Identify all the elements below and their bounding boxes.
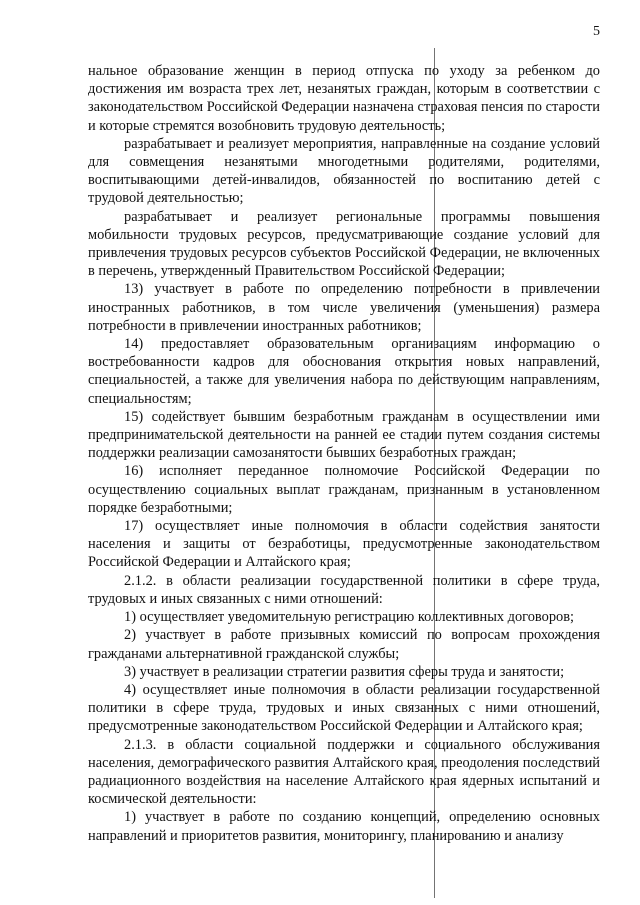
paragraph-item-13: 13) участвует в работе по определению потребности в привлечении иностранных работников, в том числе увеличения (уменьшения) размера потребности в привлечении иностранных работников; [88,281,600,334]
paragraph-2-1-2-item-4: 4) осуществляет иные полномочия в области реализации государственной политики в сфере труда, трудовых и иных связанных с ними отношений, предусмотренные законодательством Российской Федерации и Алтайского края; [88,681,600,735]
document-body [88,62,600,845]
paragraph-mothers-employment: разрабатывает и реализует мероприятия, направленные на создание условий для совмещения незанятыми многодетными родителями, родителями, воспитывающими детей-инвалидов, обязанностей по воспитанию детей с трудовой деятельностью; [88,135,600,207]
paragraph-2-1-3-item-1: 1) участвует в работе по созданию концепций, определению основных направлений и приоритетов развития, мониторингу, планированию и анализу [88,809,600,844]
paragraph-item-16: 16) исполняет переданное полномочие Российской Федерации по осуществлению социальных выплат гражданам, признанным в установленном порядке безработными; [88,463,600,516]
paragraph-2-1-2-item-1: 1) осуществляет уведомительную регистрацию коллективных договоров; [124,609,575,626]
paragraph-mobility-programs: разрабатывает и реализует региональные программы повышения мобильности трудовых ресурсов, предусматривающие создание условий для привлечения трудовых ресурсов субъектов Российской Федерации, не включенных в перечень, утвержденный Правительством Российской Федерации; [88,208,600,280]
paragraph-continuation: нальное образование женщин в период отпуска по уходу за ребенком до достижения им возраста трех лет, незанятых граждан, которым в соответствии с законодательством Российской Федерации назначена страховая пенсия по старости и которые стремятся возобновить трудовую деятельность; [88,63,600,134]
paragraph-2-1-2-item-2: 2) участвует в работе призывных комиссий по вопросам прохождения гражданами альтернативной гражданской службы; [88,627,600,662]
paragraph-item-14: 14) предоставляет образовательным организациям информацию о востребованности кадров для обоснования открытия новых направлений, специальностей, а также для увеличения набора по действующим направлениям, специальностям; [88,336,600,407]
paragraph-item-15: 15) содействует бывшим безработным гражданам в осуществлении ими предпринимательской деятельности на ранней ее стадии путем создания системы поддержки реализации самозанятости бывших безработных граждан; [88,408,600,462]
section-2-1-2-heading: 2.1.2. в области реализации государственной политики в сфере труда, трудовых и иных связанных с ними отношений: [88,572,600,607]
section-2-1-3-heading: 2.1.3. в области социальной поддержки и социального обслуживания населения, демографического развития Алтайского края, преодоления последствий радиационного воздействия на население Алтайского края ядерных испытаний и космической деятельности: [88,736,600,808]
paragraph-2-1-2-item-3: 3) участвует в реализации стратегии развития сферы труда и занятости; [124,663,565,680]
paragraph-item-17: 17) осуществляет иные полномочия в области содействия занятости населения и защиты от безработицы, предусмотренные законодательством Российской Федерации и Алтайского края; [88,518,600,571]
page-number: 5 [593,24,600,39]
